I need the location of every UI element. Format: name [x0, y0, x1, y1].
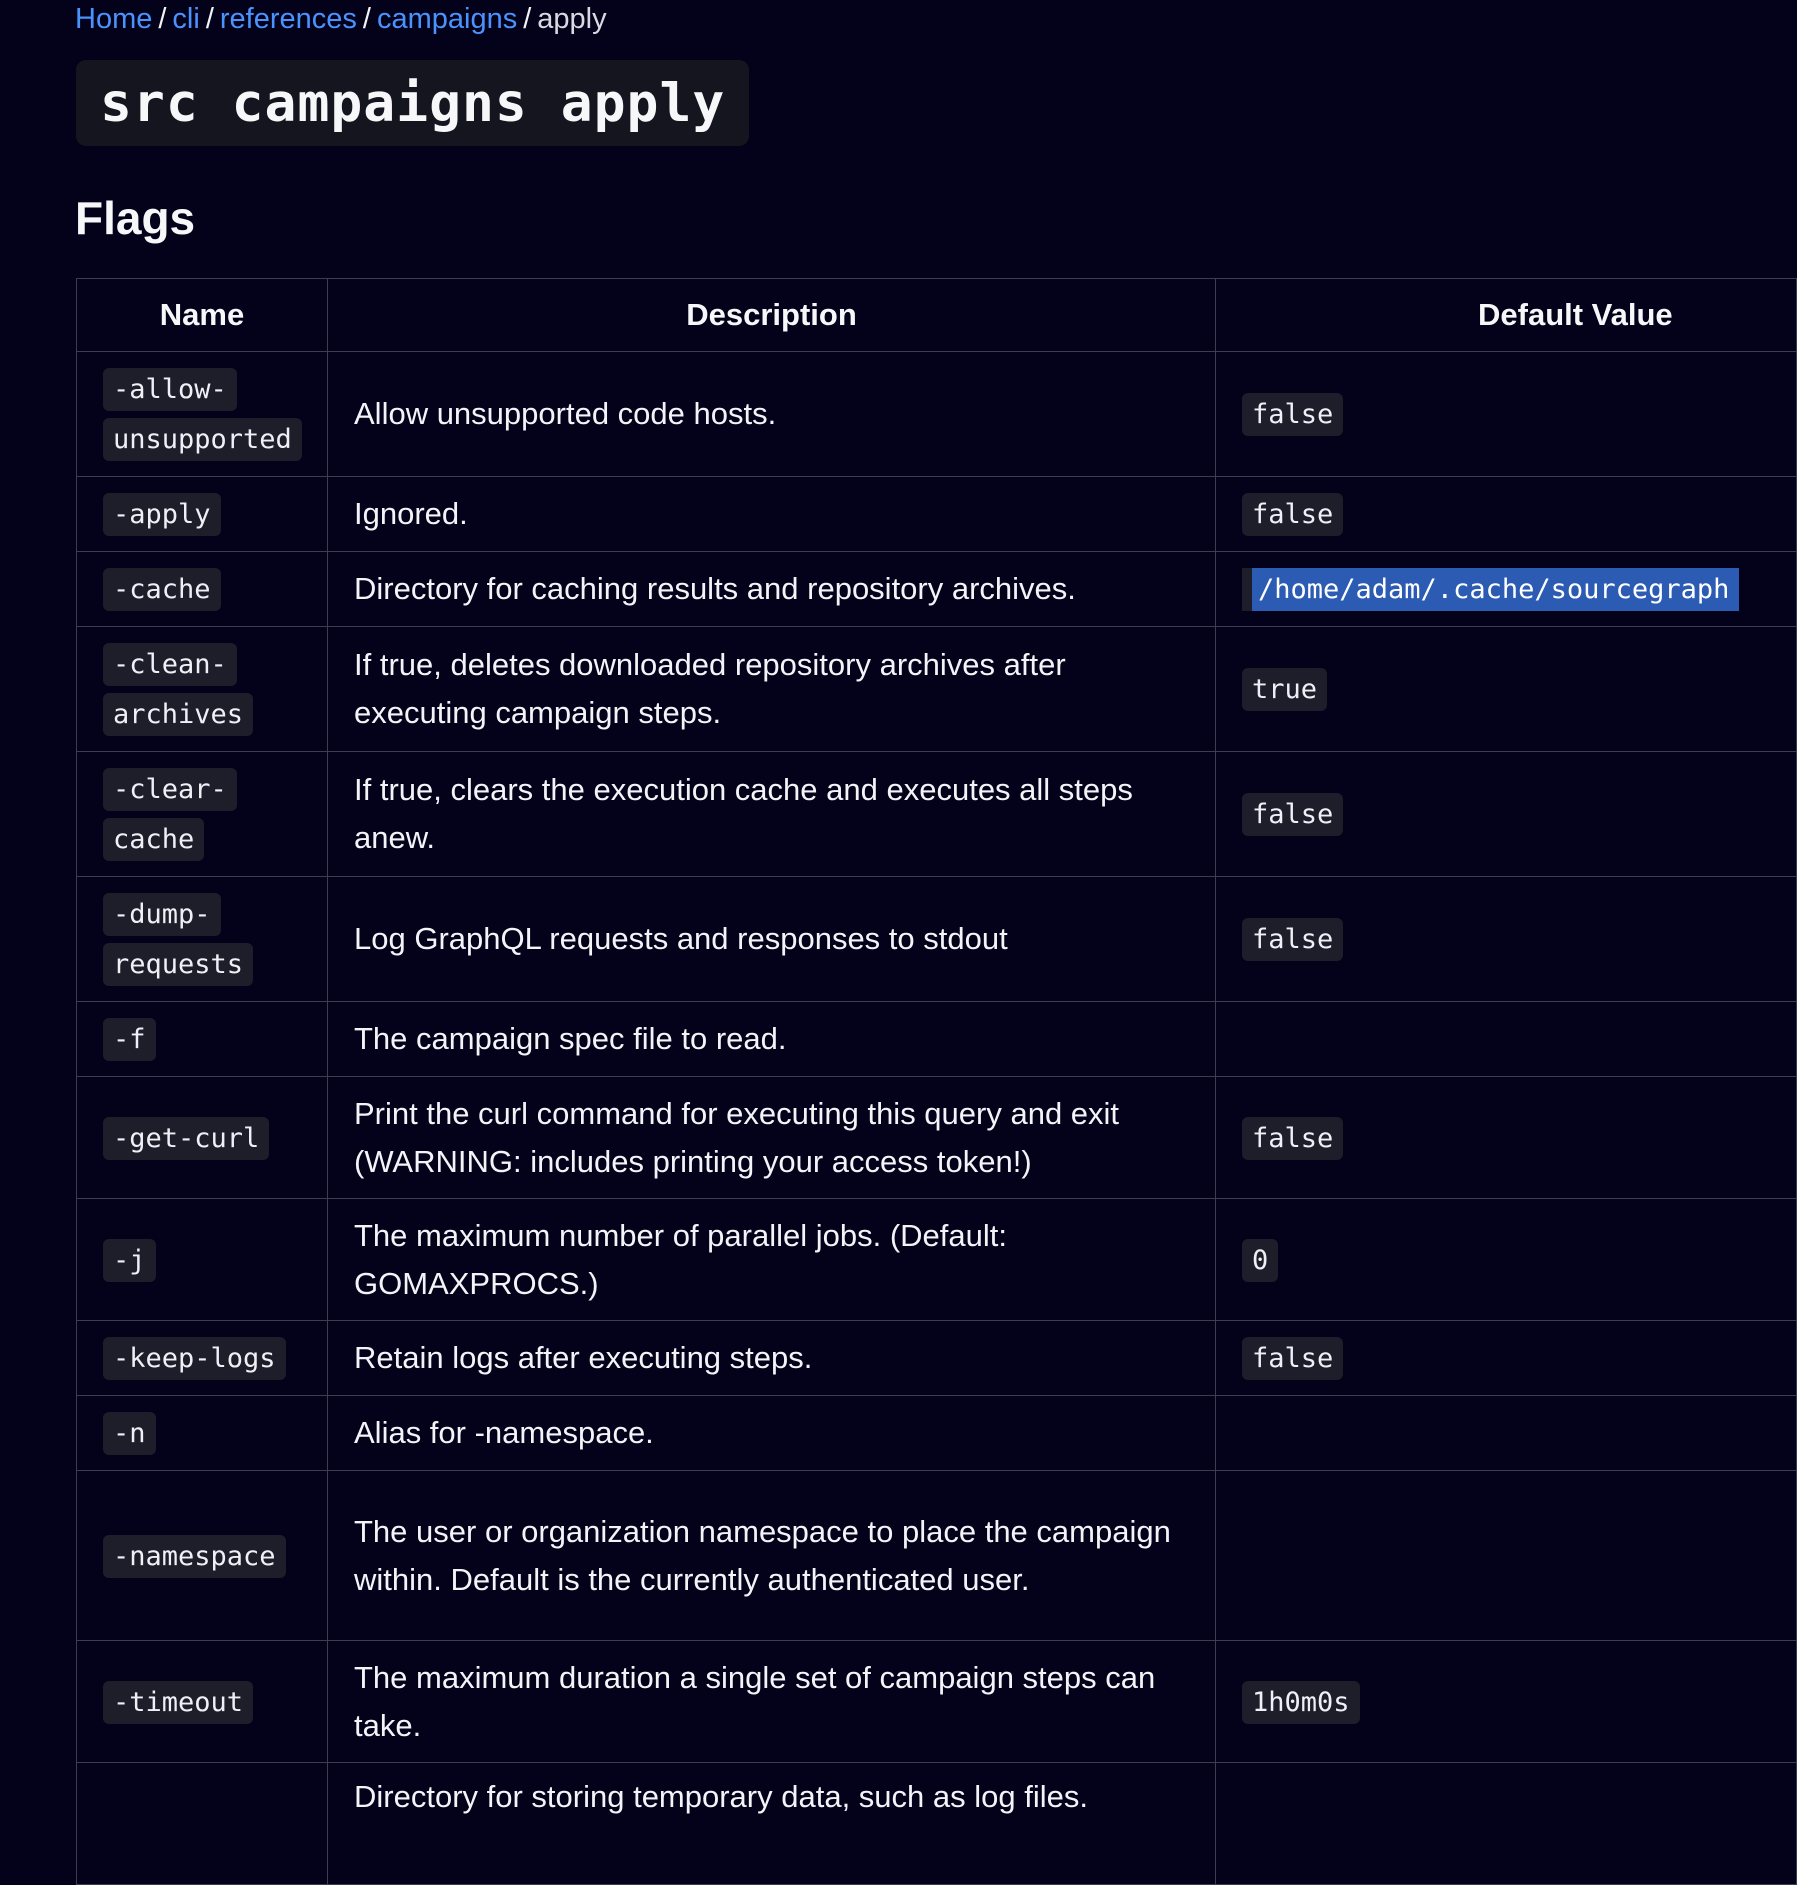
- flag-name-cell: [77, 1077, 328, 1199]
- flag-default-cell: [1216, 1077, 1797, 1199]
- flag-description: Ignored.: [328, 477, 1216, 552]
- table-row: [77, 1002, 1797, 1077]
- flag-description: Directory for storing temporary data, such as log files.: [328, 1763, 1216, 1885]
- flag-name-cell: [77, 627, 328, 752]
- flag-default-value: false: [1242, 1337, 1343, 1380]
- flag-name: -allow-unsupported: [103, 368, 302, 461]
- flag-name: -cache: [103, 568, 221, 611]
- column-header-description: Description: [328, 279, 1216, 352]
- flag-name-cell: [77, 552, 328, 627]
- flag-default-cell: [1216, 552, 1797, 627]
- table-row: [77, 752, 1797, 877]
- flag-name: -keep-logs: [103, 1337, 286, 1380]
- flag-name-cell: [77, 1396, 328, 1471]
- table-row: [77, 1641, 1797, 1763]
- flag-description: Alias for -namespace.: [328, 1396, 1216, 1471]
- table-row: [77, 877, 1797, 1002]
- breadcrumb-separator: /: [158, 3, 167, 35]
- table-row: [77, 1471, 1797, 1641]
- flag-default-cell: [1216, 477, 1797, 552]
- flag-default-value: false: [1242, 1117, 1343, 1160]
- flag-default-cell: [1216, 752, 1797, 877]
- flag-description: The maximum duration a single set of campaign steps can take.: [328, 1641, 1216, 1763]
- column-header-default-value: Default Value: [1216, 279, 1797, 352]
- breadcrumb-separator: /: [205, 3, 214, 35]
- flag-description: If true, deletes downloaded repository archives after executing campaign steps.: [328, 627, 1216, 752]
- table-row: [77, 627, 1797, 752]
- flag-default-value: false: [1242, 793, 1343, 836]
- table-row: [77, 1077, 1797, 1199]
- table-row: [77, 1763, 1797, 1885]
- breadcrumb-link-campaigns[interactable]: campaigns: [376, 3, 518, 35]
- flag-description: The campaign spec file to read.: [328, 1002, 1216, 1077]
- flag-name-cell: [77, 1471, 328, 1641]
- flag-default-value: true: [1242, 668, 1327, 711]
- flag-name-cell: [77, 877, 328, 1002]
- flag-name: -clear-cache: [103, 768, 237, 861]
- breadcrumb-current: apply: [537, 3, 607, 35]
- breadcrumb-link-home[interactable]: Home: [75, 3, 153, 35]
- flag-name: -n: [103, 1412, 156, 1455]
- table-row: [77, 1321, 1797, 1396]
- flag-default-cell: [1216, 1199, 1797, 1321]
- breadcrumb-separator: /: [523, 3, 532, 35]
- flags-table: [76, 278, 1797, 1885]
- flag-default-cell: [1216, 1763, 1797, 1885]
- section-heading-flags: Flags: [75, 192, 196, 244]
- flag-default-value: false: [1242, 493, 1343, 536]
- flag-name: -apply: [103, 493, 221, 536]
- flag-default-cell: [1216, 1471, 1797, 1641]
- breadcrumb-link-cli[interactable]: cli: [172, 3, 200, 35]
- table-row: [77, 477, 1797, 552]
- breadcrumb: [75, 0, 607, 38]
- flag-name: -clean-archives: [103, 643, 253, 736]
- flag-default-cell: [1216, 1002, 1797, 1077]
- flag-name-cell: [77, 1321, 328, 1396]
- flag-default-cell: [1216, 627, 1797, 752]
- flag-description: Print the curl command for executing this query and exit (WARNING: includes printing your access token!): [328, 1077, 1216, 1199]
- flag-name: -namespace: [103, 1535, 286, 1578]
- flag-default-value: false: [1242, 918, 1343, 961]
- flag-name-cell: [77, 752, 328, 877]
- flag-description: Log GraphQL requests and responses to stdout: [328, 877, 1216, 1002]
- flag-name: -dump-requests: [103, 893, 253, 986]
- flag-description: The maximum number of parallel jobs. (Default: GOMAXPROCS.): [328, 1199, 1216, 1321]
- column-header-name: Name: [77, 279, 328, 352]
- flag-description: Allow unsupported code hosts.: [328, 352, 1216, 477]
- flag-default-cell: [1216, 1321, 1797, 1396]
- flag-name: -get-curl: [103, 1117, 269, 1160]
- table-row: [77, 1199, 1797, 1321]
- flag-description: Retain logs after executing steps.: [328, 1321, 1216, 1396]
- flag-default-cell: [1216, 1396, 1797, 1471]
- flag-name-cell: [77, 477, 328, 552]
- flag-default-value: false: [1242, 393, 1343, 436]
- page-title: src campaigns apply: [100, 72, 726, 134]
- flag-default-value-selected[interactable]: /home/adam/.cache/sourcegraph: [1242, 568, 1739, 611]
- flag-name-cell: [77, 1763, 328, 1885]
- flag-name: -timeout: [103, 1681, 253, 1724]
- flag-description: The user or organization namespace to place the campaign within. Default is the currently authenticated user.: [328, 1471, 1216, 1641]
- breadcrumb-link-references[interactable]: references: [219, 3, 357, 35]
- flag-name-cell: [77, 1641, 328, 1763]
- flag-default-cell: [1216, 352, 1797, 477]
- flag-description: Directory for caching results and repository archives.: [328, 552, 1216, 627]
- flag-name: -j: [103, 1239, 156, 1282]
- flag-name-cell: [77, 1199, 328, 1321]
- flag-default-value: 1h0m0s: [1242, 1681, 1360, 1724]
- flag-description: If true, clears the execution cache and executes all steps anew.: [328, 752, 1216, 877]
- table-row: [77, 1396, 1797, 1471]
- breadcrumb-separator: /: [362, 3, 371, 35]
- flag-default-cell: [1216, 877, 1797, 1002]
- flag-default-cell: [1216, 1641, 1797, 1763]
- page-title-box: [76, 60, 749, 146]
- table-header-row: [77, 279, 1797, 352]
- flag-name-cell: [77, 1002, 328, 1077]
- flag-name-cell: [77, 352, 328, 477]
- flag-name: -f: [103, 1018, 156, 1061]
- flags-table-container[interactable]: [76, 278, 1730, 1814]
- table-row: [77, 352, 1797, 477]
- flag-default-value: 0: [1242, 1239, 1278, 1282]
- table-row: [77, 552, 1797, 627]
